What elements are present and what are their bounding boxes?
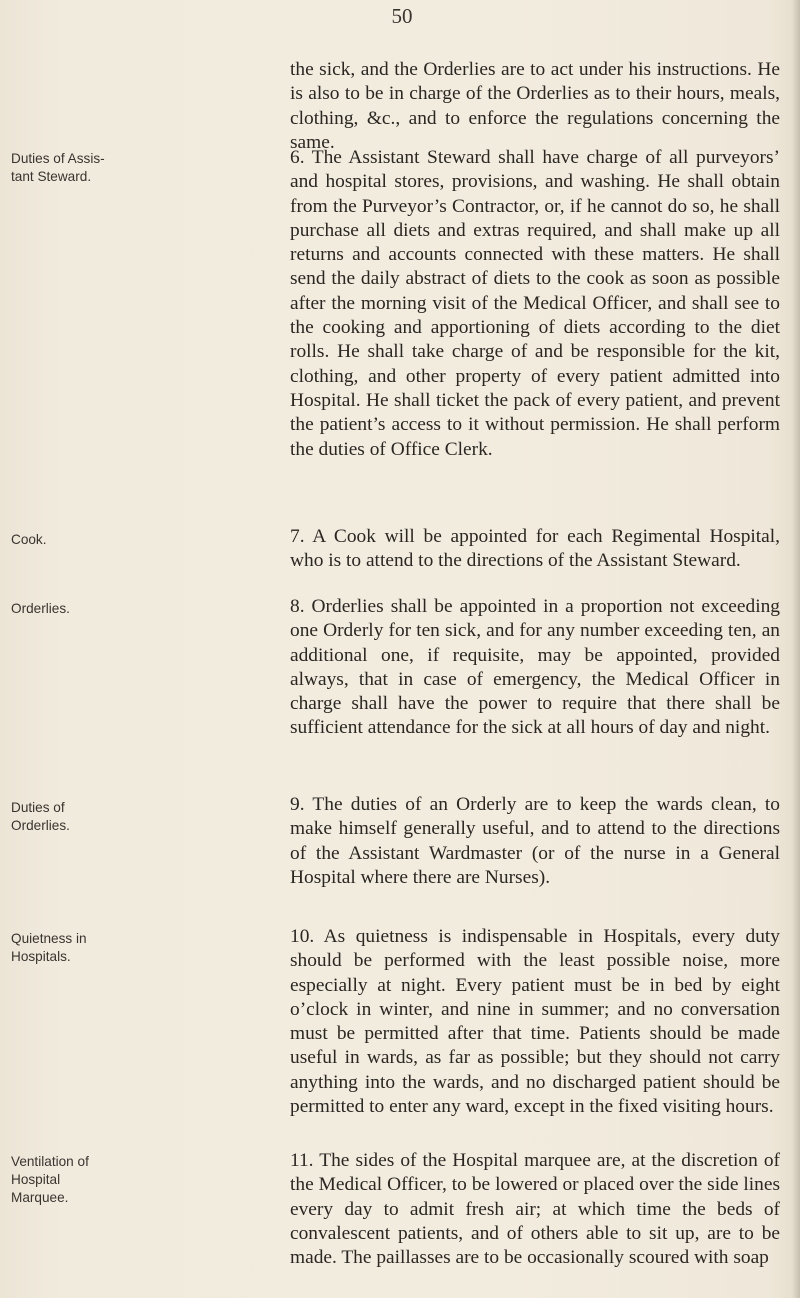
side-note-line: Orderlies. <box>11 601 70 616</box>
section-7-paragraph <box>290 525 780 574</box>
continuation-paragraph: the sick, and the Orderlies are to act under his instructions. He is also to be in charge of the Orderlies as to their hours, meals, clothing, &c., and to enforce the regulations concerning the same. <box>290 59 780 153</box>
section-text: A Cook will be appointed for each Regimental Hospital, who is to attend to the directions of the Assistant Steward. <box>290 526 781 572</box>
page-number: 50 <box>391 4 413 28</box>
section-number: 6. <box>290 147 305 168</box>
side-note-duties-of-orderlies <box>11 799 131 835</box>
side-note-quietness-in-hospitals <box>11 930 131 966</box>
section-text: The duties of an Orderly are to keep the wards clean, to make himself generally useful, and to attend to the directions of the Assistant Wardmaster (or of the nurse in a General Hospital where there are Nurses). <box>290 794 781 888</box>
section-number: 7. <box>290 526 305 547</box>
section-8-paragraph <box>290 595 780 741</box>
section-number: 9. <box>290 794 305 815</box>
side-note-line: Duties of Assis- <box>11 151 105 166</box>
section-text: The Assistant Steward shall have charge of all purveyors’ and hospital stores, provisions, and washing. He shall obtain from the Purveyor’s Contractor, or, if he cannot do so, he shall purchase all diets and extras required, and shall make up all returns and accounts connected with these matters. He shall send the daily abstract of diets to the cook as soon as possible after the morning visit of the Medical Officer, and shall see to the cooking and apportioning of diets according to the diet rolls. He shall take charge of and be responsible for the kit, clothing, and other property of every patient admitted into Hospital. He shall ticket the pack of every patient, and prevent the patient’s access to it without permission. He shall perform the duties of Office Clerk. <box>290 147 780 460</box>
section-10-paragraph <box>290 925 780 1119</box>
section-number: 8. <box>290 596 305 617</box>
section-9-paragraph <box>290 793 780 890</box>
side-note-line: Orderlies. <box>11 818 70 833</box>
section-text: As quietness is indispensable in Hospitals, every duty should be performed with the least possible noise, more especially at night. Every patient must be in bed by eight o’clock in winter, and nine in summer; and no conversation must be permitted after that time. Patients should be made useful in wards, as far as possible; but they should not carry anything into the wards, and no discharged patient should be permitted to enter any ward, except in the fixed visiting hours. <box>290 926 780 1118</box>
section-6-paragraph <box>290 146 780 462</box>
side-note-duties-of-assistant-steward <box>11 150 131 186</box>
side-note-line: Marquee. <box>11 1190 69 1205</box>
side-note-line: Ventilation of <box>11 1154 89 1169</box>
side-note-line: Duties of <box>11 800 65 815</box>
section-number: 11. <box>290 1150 314 1171</box>
section-text: The sides of the Hospital marquee are, at the discretion of the Medical Officer, to be lowered or placed over the side lines every day to admit fresh air; at which time the beds of convalescent patients, and of others able to sit up, are to be made. The paillasses are to be occasionally scoured with soap <box>290 1150 780 1269</box>
page-edge-shadow <box>792 0 800 1298</box>
side-note-line: Hospitals. <box>11 949 71 964</box>
side-note-ventilation-of-hospital-marquee <box>11 1153 131 1207</box>
side-note-line: Hospital <box>11 1172 61 1187</box>
side-note-line: tant Steward. <box>11 169 92 184</box>
side-note-orderlies <box>11 600 131 618</box>
side-note-cook <box>11 531 131 549</box>
section-11-paragraph <box>290 1149 780 1270</box>
section-text: Orderlies shall be appointed in a proportion not exceeding one Orderly for ten sick, and for any number exceeding ten, an additional one, if requisite, may be appointed, provided always, that in case of emergency, the Medical Officer in charge shall have the power to require that there shall be sufficient attendance for the sick at all hours of day and night. <box>290 596 780 739</box>
side-note-line: Quietness in <box>11 931 87 946</box>
side-note-line: Cook. <box>11 532 47 547</box>
section-number: 10. <box>290 926 315 947</box>
